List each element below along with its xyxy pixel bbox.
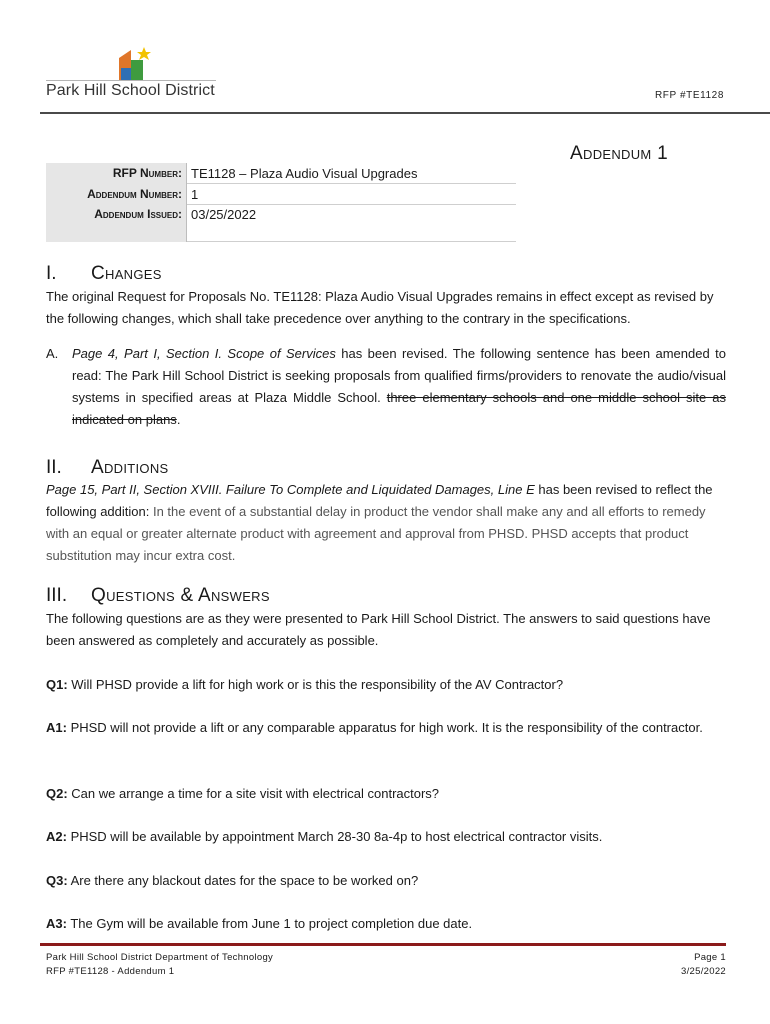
qa-intro: The following questions are as they were presented to Park Hill School District. The answers to said questions have been answered as completely and accurately as possible. <box>46 611 711 648</box>
section-additions-heading <box>46 457 169 479</box>
item-body <box>72 343 726 431</box>
item-end: . <box>176 412 181 427</box>
additions-text-lead: has been revised to reflect the following addition: <box>46 482 713 519</box>
addendum-issued-label: Addendum Issued: <box>46 205 187 242</box>
rfp-number-label: RFP Number: <box>46 163 187 184</box>
question-3 <box>46 870 726 891</box>
addendum-number-label: Addendum Number: <box>46 184 187 205</box>
logo-underline <box>46 80 216 81</box>
footer-divider <box>40 943 726 946</box>
answer-2 <box>46 826 726 847</box>
footer-date: 3/25/2022 <box>681 966 726 977</box>
footer-doc-ref: RFP #TE1128 - Addendum 1 <box>46 966 175 977</box>
answer-3 <box>46 913 726 934</box>
qa-label: A3: <box>46 916 67 931</box>
addendum-number-value: 1 <box>187 184 517 205</box>
qa-text: The Gym will be available from June 1 to project completion due date. <box>66 916 473 931</box>
info-row-rfp-number <box>46 163 516 184</box>
district-logo-icon <box>117 46 153 82</box>
answer-1 <box>46 717 726 738</box>
header-rfp-ref: RFP #TE1128 <box>654 90 724 101</box>
footer-page-number: Page 1 <box>694 952 726 963</box>
qa-text: Are there any blackout dates for the space to be worked on? <box>67 873 419 888</box>
item-marker: A. <box>46 346 59 361</box>
additions-text-body: In the event of a substantial delay in product the vendor shall make any and all efforts to remedy with an equal or greater alternate product with agreement and approval from PHSD. PHSD accepts that product substitution may incur extra cost. <box>46 504 706 563</box>
footer-right <box>681 951 726 979</box>
header-divider <box>40 112 770 114</box>
qa-text: Can we arrange a time for a site visit with electrical contractors? <box>67 786 440 801</box>
qa-label: Q1: <box>46 677 68 692</box>
additions-paragraph <box>46 479 726 567</box>
qa-label: Q3: <box>46 873 68 888</box>
section-number: III. <box>46 585 68 606</box>
addendum-issued-value: 03/25/2022 <box>187 205 517 242</box>
addendum-info-table <box>46 163 516 242</box>
info-row-addendum-issued <box>46 205 516 242</box>
footer-department: Park Hill School District Department of Technology <box>46 952 274 963</box>
qa-text: PHSD will not provide a lift or any comparable apparatus for high work. It is the responsibility of the contractor. <box>66 720 703 735</box>
section-qa-heading <box>46 585 270 607</box>
item-reference: Page 4, Part I, Section I. Scope of Services <box>72 346 336 361</box>
district-name: Park Hill School District <box>46 82 215 99</box>
question-1 <box>46 674 726 695</box>
qa-label: A2: <box>46 829 67 844</box>
section-number: II. <box>46 457 62 478</box>
footer-left <box>46 951 273 979</box>
section-title: Additions <box>91 457 169 478</box>
item-text: has been revised. The following sentence has been amended to read: The Park Hill School District is seeking proposals from qualified firms/providers to renovate the audio/visual systems in specified areas at Plaza Middle School. <box>72 346 726 405</box>
section-title: Changes <box>91 263 162 284</box>
section-number: I. <box>46 263 57 284</box>
addendum-title: Addendum 1 <box>570 143 668 164</box>
section-title: Questions & Answers <box>91 585 270 606</box>
struck-text: three elementary schools and one middle school site as indicated on plans <box>72 390 726 427</box>
info-row-addendum-number <box>46 184 516 205</box>
change-item-a <box>46 343 726 431</box>
additions-reference: Page 15, Part II, Section XVIII. Failure To Complete and Liquidated Damages, Line E <box>46 482 535 497</box>
section-changes-heading <box>46 263 162 285</box>
qa-text: Will PHSD provide a lift for high work or is this the responsibility of the AV Contractor? <box>67 677 564 692</box>
qa-label: Q2: <box>46 786 68 801</box>
rfp-number-value: TE1128 – Plaza Audio Visual Upgrades <box>187 163 517 184</box>
qa-label: A1: <box>46 720 67 735</box>
changes-intro: The original Request for Proposals No. TE1128: Plaza Audio Visual Upgrades remains in effect except as revised by the following changes, which shall take precedence over anything to the contrary in the specifications. <box>46 289 714 326</box>
qa-text: PHSD will be available by appointment March 28-30 8a-4p to host electrical contractor visits. <box>66 829 603 844</box>
question-2 <box>46 783 726 804</box>
